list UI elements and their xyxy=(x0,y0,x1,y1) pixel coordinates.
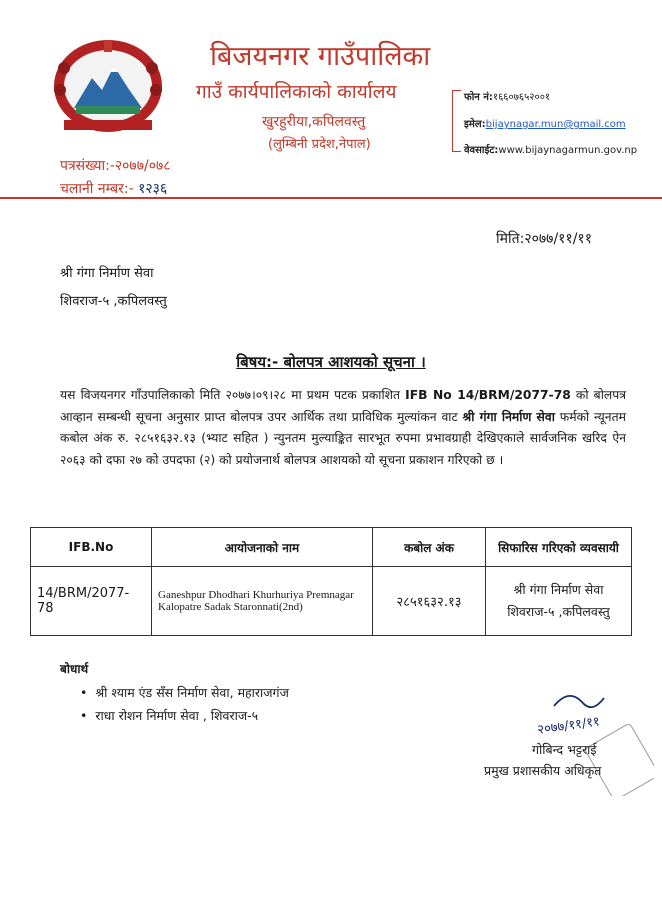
contact-website xyxy=(464,142,637,156)
header-vendor: सिफारिस गरिएको व्यवसायी xyxy=(486,528,632,567)
patra-label: पत्रसंख्या:- xyxy=(60,158,115,174)
contact-bracket xyxy=(452,90,461,152)
email-label: इमेल: xyxy=(464,119,486,130)
bodhartha-item-text: श्री श्याम एंड सँस निर्माण सेवा, महाराजगंज xyxy=(95,685,289,700)
cell-ifb: 14/BRM/2077-78 xyxy=(31,567,152,636)
cell-amount: २८५१६३२.१३ xyxy=(373,567,486,636)
cell-project: Ganeshpur Dhodhari Khurhuriya Premnagar Kalopatre Sadak Staronnati(2nd) xyxy=(152,567,373,636)
body-firm: श्री गंगा निर्माण सेवा xyxy=(462,409,555,424)
contact-email xyxy=(464,116,626,130)
table-row xyxy=(31,567,632,636)
vendor-address: शिवराज-५ ,कपिलवस्तु xyxy=(507,604,610,619)
website-value: www.bijaynagarmun.gov.np xyxy=(498,145,638,156)
letter-date: मिति:२०७७/११/११ xyxy=(496,231,592,247)
chalani-number xyxy=(60,179,167,198)
recipient-name: श्री गंगा निर्माण सेवा xyxy=(60,266,154,281)
vendor-name: श्री गंगा निर्माण सेवा xyxy=(513,582,604,597)
letter-body xyxy=(60,385,626,471)
patra-sankhya xyxy=(60,156,171,175)
office-title: बिजयनगर गाउँपालिका xyxy=(210,41,431,72)
office-province: (लुम्बिनी प्रदेश,नेपाल) xyxy=(268,137,371,152)
contact-phone xyxy=(464,89,550,103)
table-header-row xyxy=(31,528,632,567)
subject-text: बिषय:- बोलपत्र आशयको सूचना । xyxy=(236,353,426,371)
body-part1: यस विजयनगर गाँउपालिकाको मिति २०७७।०९।२८ मा प्रथम पटक प्रकाशित xyxy=(60,388,406,402)
bodhartha-item: • श्री श्याम एंड सँस निर्माण सेवा, महाराजगंज xyxy=(80,685,289,700)
header-project: आयोजनाको नाम xyxy=(152,528,373,567)
header-amount: कबोल अंक xyxy=(373,528,486,567)
email-link[interactable]: bijaynagar.mun@gmail.com xyxy=(485,119,626,130)
bodhartha-item: • राधा रोशन निर्माण सेवा , शिवराज-५ xyxy=(80,708,259,723)
header-divider xyxy=(0,197,662,199)
patra-value: २०७७/०७८ xyxy=(114,158,171,174)
website-label: वेवसाईट: xyxy=(464,145,499,156)
body-part2: को बोलपत्र आव्हान सम्बन्धी सूचना अनुसार प्राप्त बोलपत्र उपर आर्थिक तथा प्राविधिक मुल्यांकन वाट xyxy=(60,388,626,424)
letter-subject xyxy=(0,352,662,372)
recipient-address: शिवराज-५ ,कपिलवस्तु xyxy=(60,294,167,309)
signer-title: प्रमुख प्रशासकीय अधिकृत xyxy=(484,763,602,778)
chalani-label: चलानी नम्बर:- xyxy=(60,181,134,197)
phone-value: १६६०७६५२००१ xyxy=(492,92,551,103)
phone-label: फोन नं: xyxy=(464,92,493,103)
tender-table xyxy=(30,527,632,636)
cell-vendor xyxy=(486,567,632,636)
office-subtitle: गाउँ कार्यपालिकाको कार्यालय xyxy=(196,81,397,103)
body-ifb-ref: IFB No 14/BRM/2077-78 xyxy=(405,388,571,402)
nepal-emblem-logo xyxy=(52,38,164,136)
signer-name: गोबिन्द भट्टराई xyxy=(532,742,597,757)
office-location: खुरहुरीया,कपिलवस्तु xyxy=(262,114,366,130)
signature-date: २०७७/११/११ xyxy=(536,714,601,738)
body-part3: फर्मको न्यूनतम कबोल अंक रु. २८५१६३२.१३ (भ्याट सहित ) न्युनतम मुल्याङ्कित सारभूत रुपमा प्रभावग्राही देखिएकाले सार्वजनिक खरिद ऐन २०६३ को दफा २७ को उपदफा (२) को प्रयोजनार्थ बोलपत्र आशयको यो सूचना प्रकाशन गरिएको छ । xyxy=(60,409,626,467)
bodhartha-item-text: राधा रोशन निर्माण सेवा , शिवराज-५ xyxy=(95,708,259,723)
header-ifb: IFB.No xyxy=(31,528,152,567)
chalani-value: १२३६ xyxy=(138,181,168,197)
bodhartha-label: बोधार्थ xyxy=(60,662,89,676)
